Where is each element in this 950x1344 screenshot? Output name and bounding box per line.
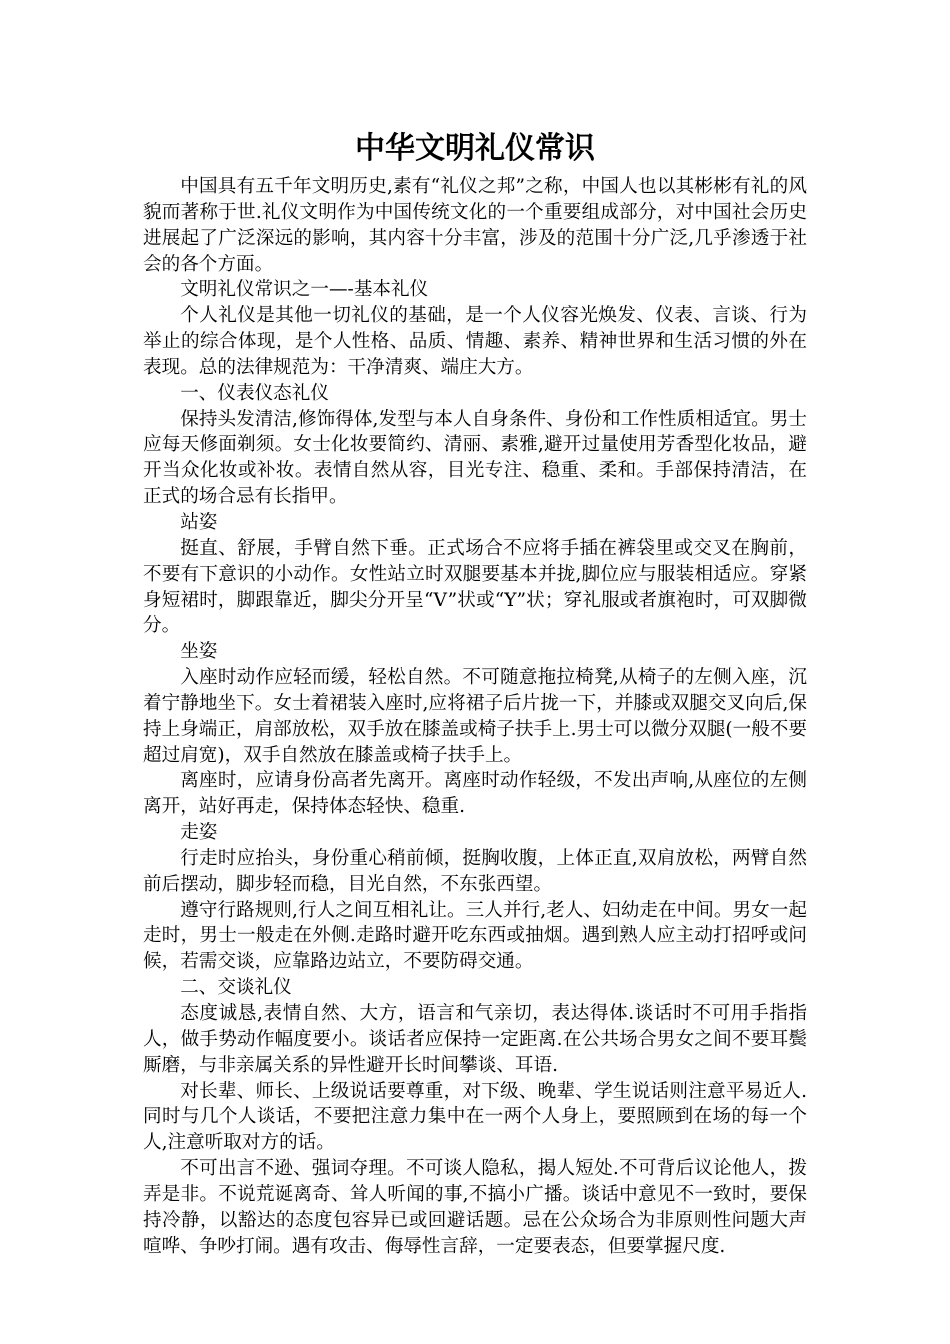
document-title: 中华文明礼仪常识 [355,131,595,166]
paragraph-conversation-attitude: 态度诚恳,表情自然、大方，语言和气亲切，表达得体.谈话时不可用手指指人，做手势动作幅度要小。谈话者应保持一定距离.在公共场合男女之间不要耳鬓厮磨，与非亲属关系的异性避开长时间攀谈、耳语. [143,1003,807,1076]
section-heading-basic-etiquette: 文明礼仪常识之一—-基本礼仪 [180,279,429,301]
paragraph-personal-etiquette: 个人礼仪是其他一切礼仪的基础，是一个人仪容光焕发、仪表、言谈、行为举止的综合体现，是个人性格、品质、情趣、素养、精神世界和生活习惯的外在表现。总的法律规范为：干净清爽、端庄大方。 [143,305,807,378]
section-heading-appearance: 一、仪表仪态礼仪 [180,382,329,404]
paragraph-standing: 挺直、舒展，手臂自然下垂。正式场合不应将手插在裤袋里或交叉在胸前，不要有下意识的小动作。女性站立时双腿要基本并拢,脚位应与服装相适应。穿紧身短裙时，脚跟靠近，脚尖分开呈“V”状或“Y”状；穿礼服或者旗袍时，可双脚微分。 [143,537,807,637]
paragraph-conversation-taboos: 不可出言不逊、强词夺理。不可谈人隐私，揭人短处.不可背后议论他人，拨弄是非。不说荒诞离奇、耸人听闻的事,不搞小广播。谈话中意见不一致时，要保持冷静，以豁达的态度包容异已或回避话题。忌在公众场合为非原则性问题大声喧哗、争吵打闹。遇有攻击、侮辱性言辞，一定要表态，但要掌握尺度. [143,1158,807,1257]
section-heading-conversation: 二、交谈礼仪 [180,977,292,999]
paragraph-leaving-seat: 离座时，应请身份高者先离开。离座时动作轻级，不发出声响,从座位的左侧离开，站好再走，保持体态轻快、稳重. [143,770,807,818]
subheading-sitting: 坐姿 [180,641,218,663]
paragraph-appearance: 保持头发清洁,修饰得体,发型与本人自身条件、身份和工作性质相适宜。男士应每天修面剃须。女士化妆要简约、清丽、素雅,避开过量使用芳香型化妆品，避开当众化妆或补妆。表情自然从容，目光专注、稳重、柔和。手部保持清洁，在正式的场合忌有长指甲。 [143,408,807,508]
paragraph-walking: 行走时应抬头，身份重心稍前倾，挺胸收腹，上体正直,双肩放松，两臂自然前后摆动，脚步轻而稳，目光自然，不东张西望。 [143,847,807,895]
paragraph-intro: 中国具有五千年文明历史,素有“礼仪之邦”之称，中国人也以其彬彬有礼的风貌而著称于世.礼仪文明作为中国传统文化的一个重要组成部分，对中国社会历史进展起了广泛深远的影响，其内容十分丰富，涉及的范围十分广泛,几乎渗透于社会的各个方面。 [143,176,807,275]
subheading-walking: 走姿 [180,822,218,844]
paragraph-sitting: 入座时动作应轻而缓，轻松自然。不可随意拖拉椅凳,从椅子的左侧入座，沉着宁静地坐下。女士着裙装入座时,应将裙子后片拢一下，并膝或双腿交叉向后,保持上身端正，肩部放松，双手放在膝盖或椅子扶手上.男士可以微分双腿(一般不要超过肩宽)，双手自然放在膝盖或椅子扶手上。 [143,667,807,766]
subheading-standing: 站姿 [180,511,218,533]
paragraph-conversation-respect: 对长辈、师长、上级说话要尊重，对下级、晚辈、学生说话则注意平易近人.同时与几个人谈话，不要把注意力集中在一两个人身上，要照顾到在场的每一个人,注意听取对方的话。 [143,1080,807,1154]
document-body [143,174,807,1259]
paragraph-road-rules: 遵守行路规则,行人之间互相礼让。三人并行,老人、妇幼走在中间。男女一起走时，男士一般走在外侧.走路时避开吃东西或抽烟。遇到熟人应主动打招呼或问候，若需交谈，应靠路边站立，不要防碍交通。 [143,899,807,973]
